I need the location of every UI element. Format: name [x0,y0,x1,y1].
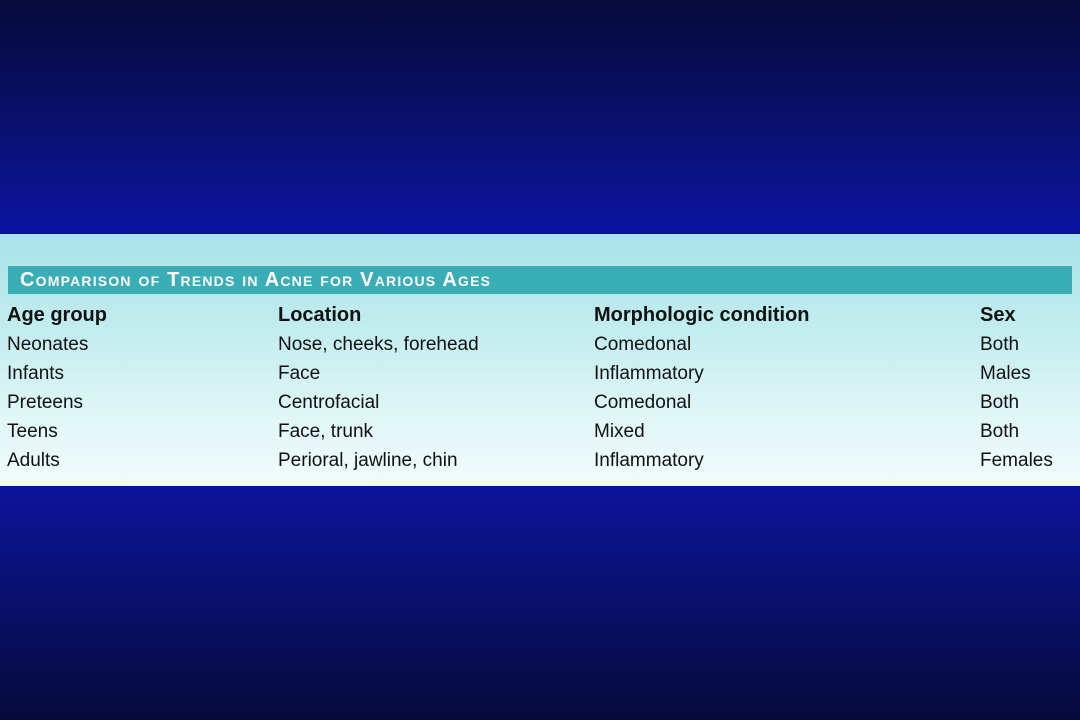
table-cell: Perioral, jawline, chin [278,450,458,471]
table-cell: Nose, cheeks, forehead [278,334,479,355]
table-cell: Neonates [7,334,89,355]
header-sex: Sex [980,304,1016,326]
table-cell: Infants [7,363,65,384]
table-panel [0,234,1080,486]
table-cell: Inflammatory [594,450,704,471]
table-cell: Face [278,363,321,384]
table-cell: Preteens [7,392,84,413]
table-title: Comparison of Trends in Acne for Various Ages [20,269,492,291]
table-cell: Adults [7,450,60,471]
title-bar [8,266,1072,294]
table-cell: Females [980,450,1053,471]
table-cell: Males [980,363,1031,384]
table-cell: Teens [7,421,58,442]
header-age-group: Age group [7,304,107,326]
table-cell: Comedonal [594,392,692,413]
table-cell: Centrofacial [278,392,380,413]
table-cell: Both [980,334,1020,355]
header-location: Location [278,304,362,326]
header-morphologic-condition: Morphologic condition [594,304,810,326]
table-cell: Comedonal [594,334,692,355]
table-cell: Inflammatory [594,363,704,384]
table-cell: Both [980,421,1020,442]
table-cell: Face, trunk [278,421,374,442]
table-cell: Both [980,392,1020,413]
table-cell: Mixed [594,421,645,442]
